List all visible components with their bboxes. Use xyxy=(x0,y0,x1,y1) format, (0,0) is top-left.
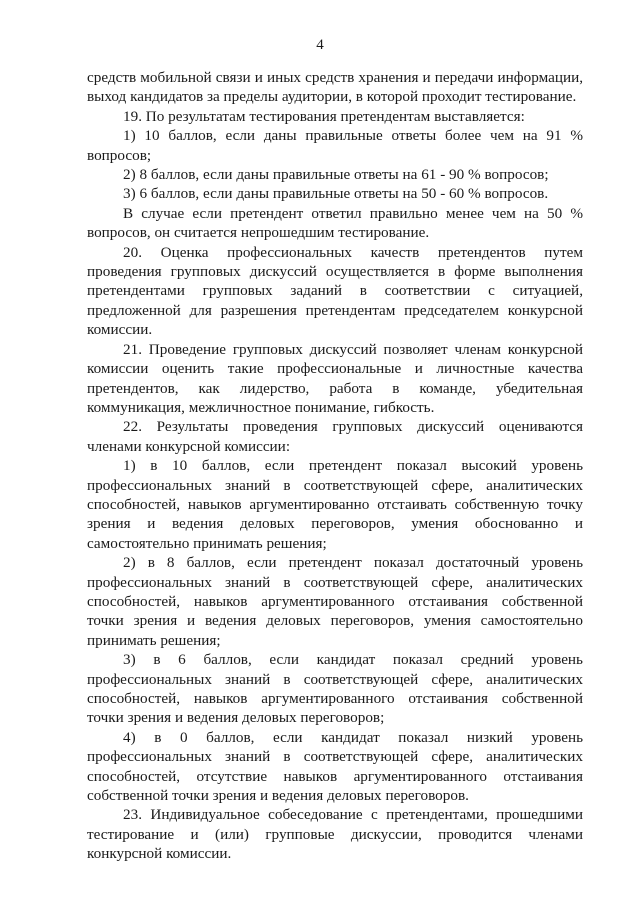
paragraph-22-item-3: 3) в 6 баллов, если кандидат показал средний уровень профессиональных знаний в соответствующей сфере, аналитических способностей, навыков аргументированного отстаивания собственной точки зрения и ведения деловых переговоров; xyxy=(87,651,583,727)
paragraph-22: 22. Результаты проведения групповых дискуссий оцениваются членами конкурсной комиссии: xyxy=(87,418,583,455)
paragraph-20: 20. Оценка профессиональных качеств претендентов путем проведения групповых дискуссий осуществляется в форме выполнения претендентами групповых заданий в соответствии с ситуацией, предложенной для разрешения претендентам председателем конкурсной комиссии. xyxy=(87,243,583,339)
paragraph-22-item-2: 2) в 8 баллов, если претендент показал достаточный уровень профессиональных знаний в соответствующей сфере, аналитических способностей, навыков аргументированного отстаивания собственной точки зрения и ведения деловых переговоров, умения самостоятельно принимать решения; xyxy=(87,554,583,649)
paragraph-22-item-1: 1) в 10 баллов, если претендент показал высокий уровень профессиональных знаний в соответствующей сфере, аналитических способностей, навыков аргументированно отстаивать собственную точку зрения и ведения деловых переговоров, умения обоснованно и самостоятельно принимать решения; xyxy=(87,457,583,552)
paragraph-19-item-1: 1) 10 баллов, если даны правильные ответы более чем на 91 % вопросов; xyxy=(87,127,583,164)
page-number: 4 xyxy=(316,37,324,53)
paragraph-22-item-4: 4) в 0 баллов, если кандидат показал низкий уровень профессиональных знаний в соответствующей сфере, аналитических способностей, отсутствие навыков аргументированного отстаивания собственной точки зрения и ведения деловых переговоров. xyxy=(87,728,583,805)
paragraph-19-item-3: 3) 6 баллов, если даны правильные ответы на 50 - 60 % вопросов. xyxy=(123,185,549,203)
paragraph-23: 23. Индивидуальное собеседование с претендентами, прошедшими тестирование и (или) групповые дискуссии, проводится членами конкурсной комиссии. xyxy=(87,806,583,863)
document-body xyxy=(87,68,583,864)
paragraph-19-note: В случае если претендент ответил правильно менее чем на 50 % вопросов, он считается непрошедшим тестирование. xyxy=(87,204,583,242)
paragraph-19: 19. По результатам тестирования претендентам выставляется: xyxy=(123,107,525,125)
paragraph-19-item-2: 2) 8 баллов, если даны правильные ответы на 61 - 90 % вопросов; xyxy=(123,166,549,184)
paragraph-21: 21. Проведение групповых дискуссий позволяет членам конкурсной комиссии оценить такие профессиональные и личностные качества претендентов, как лидерство, работа в команде, убедительная коммуникация, межличностное понимание, гибкость. xyxy=(87,340,583,416)
paragraph-continuation: средств мобильной связи и иных средств хранения и передачи информации, выход кандидатов за пределы аудитории, в которой проходит тестирование. xyxy=(87,69,583,106)
